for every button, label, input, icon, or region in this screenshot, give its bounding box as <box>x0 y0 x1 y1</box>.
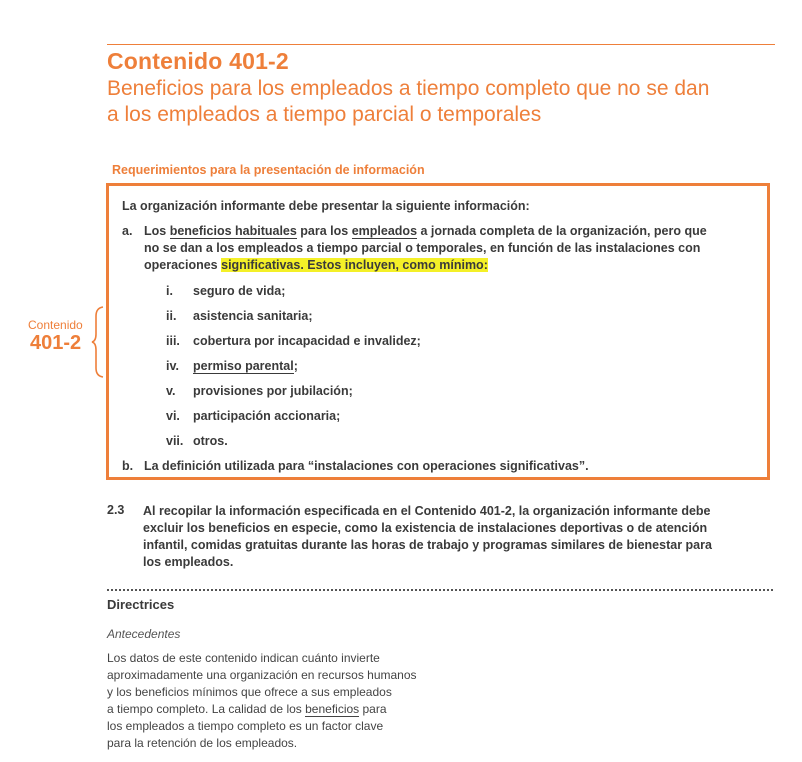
top-rule <box>107 44 775 45</box>
requirements-intro: La organización informante debe presentar la siguiente información: <box>122 199 530 213</box>
dotted-divider <box>107 589 773 591</box>
side-disclosure-label: Contenido <box>28 318 83 332</box>
sub-item-number: iii. <box>166 334 180 348</box>
sub-item-number: iv. <box>166 359 179 373</box>
guidelines-body <box>107 650 442 752</box>
guidelines-line: para la retención de los empleados. <box>107 736 298 750</box>
subtitle-line-2: a los empleados a tiempo parcial o temporales <box>107 103 542 126</box>
sub-item-number: v. <box>166 384 176 398</box>
item-marker: a. <box>122 224 133 238</box>
sub-item-number: i. <box>166 284 173 298</box>
sub-item-text: otros. <box>193 434 228 448</box>
section-2-3-line: infantil, comidas gratuitas durante las horas de trabajo y programas similares de bienestar para <box>143 538 712 552</box>
highlighted-text: significativas. Estos incluyen, como mínimo: <box>221 258 488 272</box>
curly-brace-icon <box>91 306 105 378</box>
guidelines-line: Los datos de este contenido indican cuánto invierte <box>107 651 380 665</box>
item-marker: b. <box>122 459 134 473</box>
section-2-3-line: Al recopilar la información especificada en el Contenido 401-2, la organización informante debe <box>143 504 711 518</box>
section-2-3-text <box>143 503 763 571</box>
section-number: 2.3 <box>107 503 125 517</box>
subtitle-line-1: Beneficios para los empleados a tiempo completo que no se dan <box>107 77 710 100</box>
term-link-permiso-parental[interactable]: permiso parental <box>193 359 294 373</box>
item-a-text <box>144 223 707 274</box>
item-a-text-part: para los <box>296 224 352 238</box>
term-link-beneficios-habituales[interactable]: beneficios habituales <box>169 224 297 238</box>
sub-item-number: vii. <box>166 434 184 448</box>
item-a-text-part: a jornada completa de la organización, pero que <box>417 224 707 238</box>
sub-item-text: seguro de vida; <box>193 284 286 298</box>
guidelines-line: aproximadamente una organización en recursos humanos <box>107 668 417 682</box>
guidelines-text-part: a tiempo completo. La calidad de los <box>107 702 306 716</box>
sub-item-suffix: ; <box>293 359 298 373</box>
guidelines-line: y los beneficios mínimos que ofrece a sus empleados <box>107 685 392 699</box>
guidelines-text-part: para <box>359 702 387 716</box>
side-disclosure-number: 401-2 <box>30 332 82 354</box>
sub-item-text: participación accionaria; <box>193 409 341 423</box>
term-link-empleados[interactable]: empleados <box>351 224 418 238</box>
section-2-3-line: los empleados. <box>143 555 234 569</box>
item-b-text: La definición utilizada para “instalaciones con operaciones significativas”. <box>144 459 589 473</box>
guidelines-line <box>107 701 442 718</box>
page-subtitle <box>107 76 767 128</box>
guidelines-line: los empleados a tiempo completo es un factor clave <box>107 719 384 733</box>
item-a-text-part: operaciones <box>144 258 222 272</box>
guidelines-heading: Directrices <box>107 597 175 612</box>
item-a-line-2: no se dan a los empleados a tiempo parcial o temporales, en función de las instalaciones con <box>144 241 701 255</box>
requirements-heading: Requerimientos para la presentación de información <box>112 163 425 177</box>
sub-item-number: vi. <box>166 409 180 423</box>
guidelines-subheading: Antecedentes <box>107 627 181 641</box>
sub-item-text: provisiones por jubilación; <box>193 384 353 398</box>
sub-item-text: cobertura por incapacidad e invalidez; <box>193 334 421 348</box>
section-2-3-line: excluir los beneficios en especie, como la existencia de instalaciones deportivas o de atención <box>143 521 708 535</box>
sub-item-number: ii. <box>166 309 177 323</box>
page-title: Contenido 401-2 <box>107 48 289 74</box>
term-link-beneficios[interactable]: beneficios <box>305 702 360 716</box>
sub-item-text <box>193 358 298 375</box>
sub-item-text: asistencia sanitaria; <box>193 309 313 323</box>
item-a-text-part: Los <box>144 224 170 238</box>
